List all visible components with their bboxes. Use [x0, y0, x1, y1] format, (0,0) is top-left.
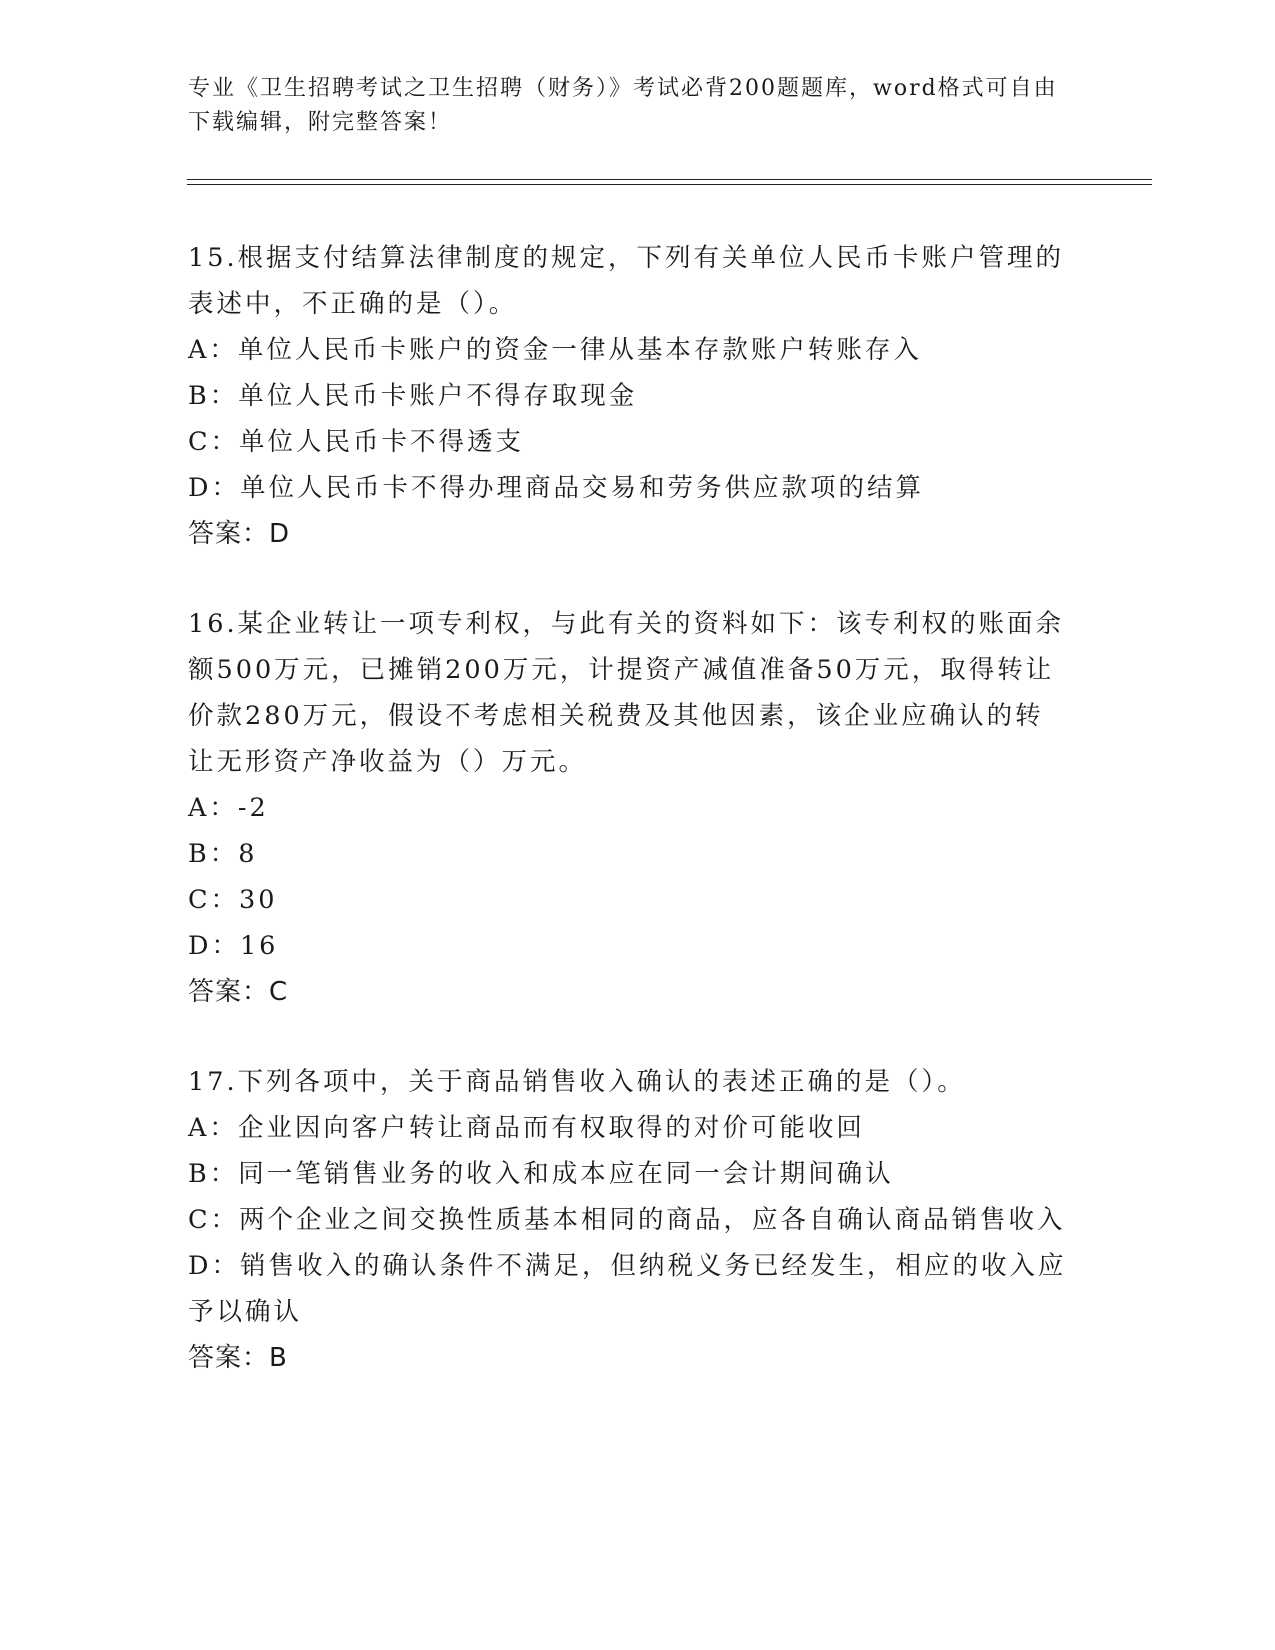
question-item: [188, 601, 1068, 1015]
option-b: B：同一笔销售业务的收入和成本应在同一会计期间确认: [188, 1159, 894, 1189]
option-b: B：8: [188, 839, 258, 869]
option-a: A：-2: [188, 793, 269, 823]
option-a: A：单位人民币卡账户的资金一律从基本存款账户转账存入: [188, 335, 922, 365]
header-divider-top: [187, 179, 1152, 180]
question-answer: 答案：C: [188, 977, 289, 1007]
question-answer: 答案：D: [188, 519, 291, 549]
question-stem: 15.根据支付结算法律制度的规定，下列有关单位人民币卡账户管理的表述中，不正确的是（）。: [188, 243, 1065, 319]
question-list: [188, 235, 1068, 1425]
question-item: [188, 1059, 1068, 1381]
question-stem: 17.下列各项中，关于商品销售收入确认的表述正确的是（）。: [188, 1067, 966, 1097]
option-d: D：销售收入的确认条件不满足，但纳税义务已经发生，相应的收入应予以确认: [188, 1251, 1067, 1327]
option-a: A：企业因向客户转让商品而有权取得的对价可能收回: [188, 1113, 865, 1143]
option-b: B：单位人民币卡账户不得存取现金: [188, 381, 638, 411]
option-c: C：30: [188, 885, 278, 915]
header-divider-bottom: [187, 184, 1152, 185]
option-d: D：16: [188, 931, 279, 961]
question-item: [188, 235, 1068, 557]
question-answer: 答案：B: [188, 1343, 288, 1373]
option-d: D：单位人民币卡不得办理商品交易和劳务供应款项的结算: [188, 473, 924, 503]
document-header: 专业《卫生招聘考试之卫生招聘（财务）》考试必背200题题库，word格式可自由下载编辑，附完整答案！: [188, 76, 1058, 135]
question-stem: 16.某企业转让一项专利权，与此有关的资料如下：该专利权的账面余额500万元，已摊销200万元，计提资产减值准备50万元，取得转让价款280万元，假设不考虑相关税费及其他因素，该企业应确认的转让无形资产净收益为（）万元。: [188, 609, 1065, 777]
option-c: C：单位人民币卡不得透支: [188, 427, 525, 457]
option-c: C：两个企业之间交换性质基本相同的商品，应各自确认商品销售收入: [188, 1205, 1066, 1235]
